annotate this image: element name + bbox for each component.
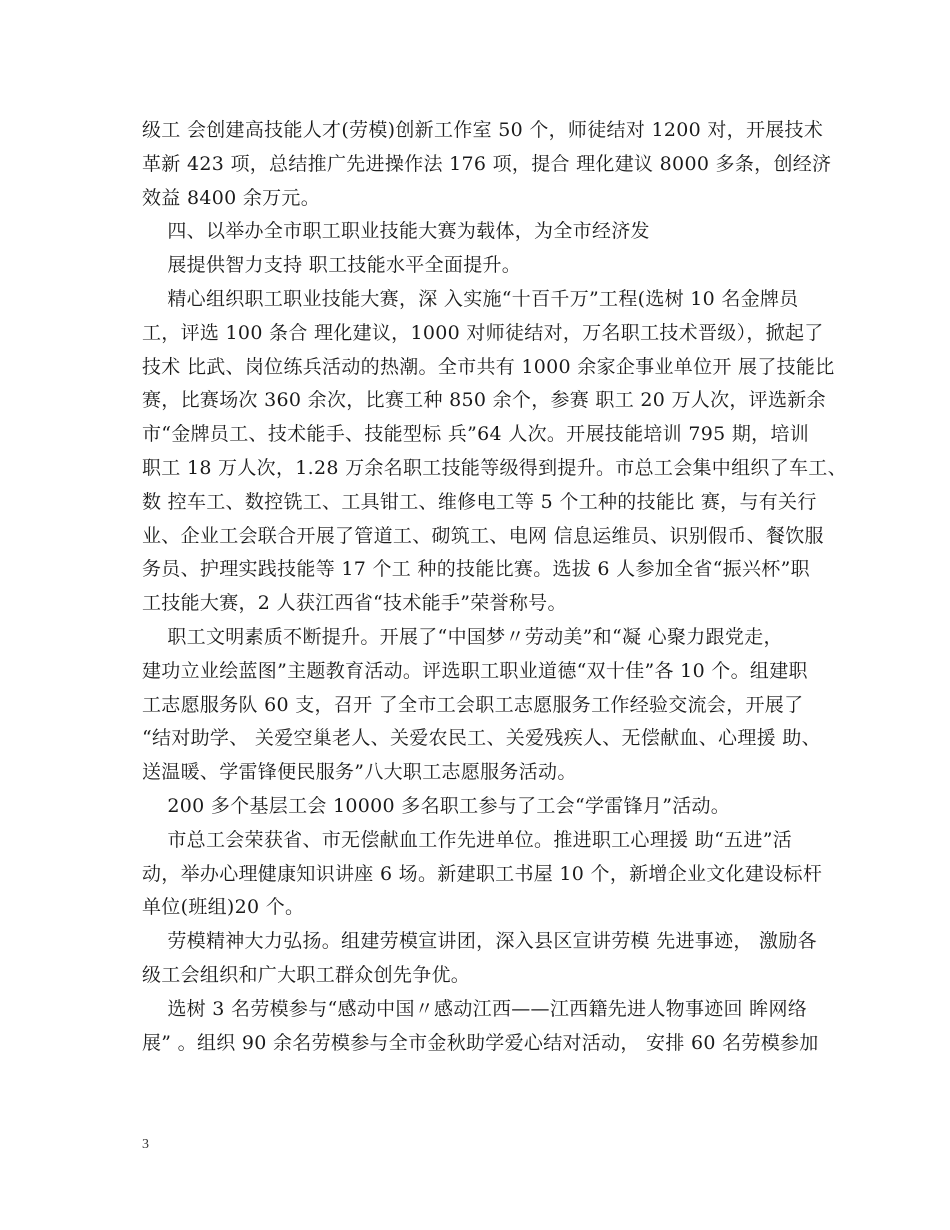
text-line-8: 技术 比武、岗位练兵活动的热潮。全市共有 1000 余家企事业单位开 展了技能比 bbox=[142, 355, 835, 378]
text-line-26: 级工会组织和广大职工群众创先争优。 bbox=[142, 963, 471, 986]
page-number: 3 bbox=[142, 1137, 149, 1152]
text-line-6: 精心组织职工职业技能大赛，深 入实施“十百千万”工程(选树 10 名金牌员 bbox=[142, 287, 799, 310]
section-heading-4: 四、以举办全市职工职业技能大赛为载体，为全市经济发 bbox=[142, 220, 650, 243]
text-line-10: 市“金牌员工、技术能手、技能型标 兵”64 人次。开展技能培训 795 期，培训 bbox=[142, 423, 810, 446]
section-heading-4-cont: 展提供智力支持 职工技能水平全面提升。 bbox=[142, 254, 522, 277]
text-line-16: 职工文明素质不断提升。开展了“中国梦〃劳动美”和“凝 心聚力跟党走， bbox=[142, 625, 783, 648]
text-line-18: 工志愿服务队 60 支，召开 了全市工会职工志愿服务工作经验交流会，开展了 bbox=[142, 693, 804, 716]
text-line-7: 工，评选 100 条合 理化建议，1000 对师徒结对，万名职工技术晋级），掀起了 bbox=[142, 321, 824, 344]
text-line-11: 职工 18 万人次，1.28 万余名职工技能等级得到提升。市总工会集中组织了车工、 bbox=[142, 456, 847, 479]
text-line-12: 数 控车工、数控铣工、工具钳工、维修电工等 5 个工种的技能比 赛，与有关行 bbox=[142, 490, 817, 513]
text-line-25: 劳模精神大力弘扬。组建劳模宣讲团，深入县区宣讲劳模 先进事迹， 激励各 bbox=[142, 930, 817, 953]
text-line-23: 动，举办心理健康知识讲座 6 场。新建职工书屋 10 个，新增企业文化建设标杆 bbox=[142, 862, 823, 885]
text-line-17: 建功立业绘蓝图”主题教育活动。评选职工职业道德“双十佳”各 10 个。组建职 bbox=[142, 659, 808, 682]
text-line-27: 选树 3 名劳模参与“感动中国〃感动江西——江西籍先进人物事迹回 眸网络 bbox=[142, 997, 808, 1020]
text-line-14: 务员、护理实践技能等 17 个工 种的技能比赛。选拔 6 人参加全省“振兴杯”职 bbox=[142, 558, 810, 581]
text-line-20: 送温暖、学雷锋便民服务”八大职工志愿服务活动。 bbox=[142, 761, 577, 784]
text-line-2: 革新 423 项，总结推广先进操作法 176 项，提合 理化建议 8000 多条，创经济 bbox=[142, 152, 832, 175]
text-line-24: 单位(班组)20 个。 bbox=[142, 896, 305, 919]
text-line-3: 效益 8400 余万元。 bbox=[142, 186, 321, 209]
body-text bbox=[142, 114, 847, 1060]
text-line-1: 级工 会创建高技能人才(劳模)创新工作室 50 个，师徒结对 1200 对，开展技术 bbox=[142, 119, 824, 141]
text-line-9: 赛，比赛场次 360 余次，比赛工种 850 余个，参赛 职工 20 万人次，评选新余 bbox=[142, 389, 826, 412]
text-line-28: 展” 。组织 90 余名劳模参与全市金秋助学爱心结对活动， 安排 60 名劳模参加 bbox=[142, 1031, 819, 1054]
text-line-13: 业、企业工会联合开展了管道工、砌筑工、电网 信息运维员、识别假币、餐饮服 bbox=[142, 524, 824, 547]
text-line-19: “结对助学、 关爱空巢老人、关爱农民工、关爱残疾人、无偿献血、心理援 助、 bbox=[142, 727, 821, 750]
text-line-15: 工技能大赛，2 人获江西省“技术能手”荣誉称号。 bbox=[142, 592, 567, 615]
text-line-22: 市总工会荣获省、市无偿献血工作先进单位。推进职工心理援 助“五进”活 bbox=[142, 828, 793, 851]
text-line-21: 200 多个基层工会 10000 多名职工参与了工会“学雷锋月”活动。 bbox=[142, 794, 731, 817]
